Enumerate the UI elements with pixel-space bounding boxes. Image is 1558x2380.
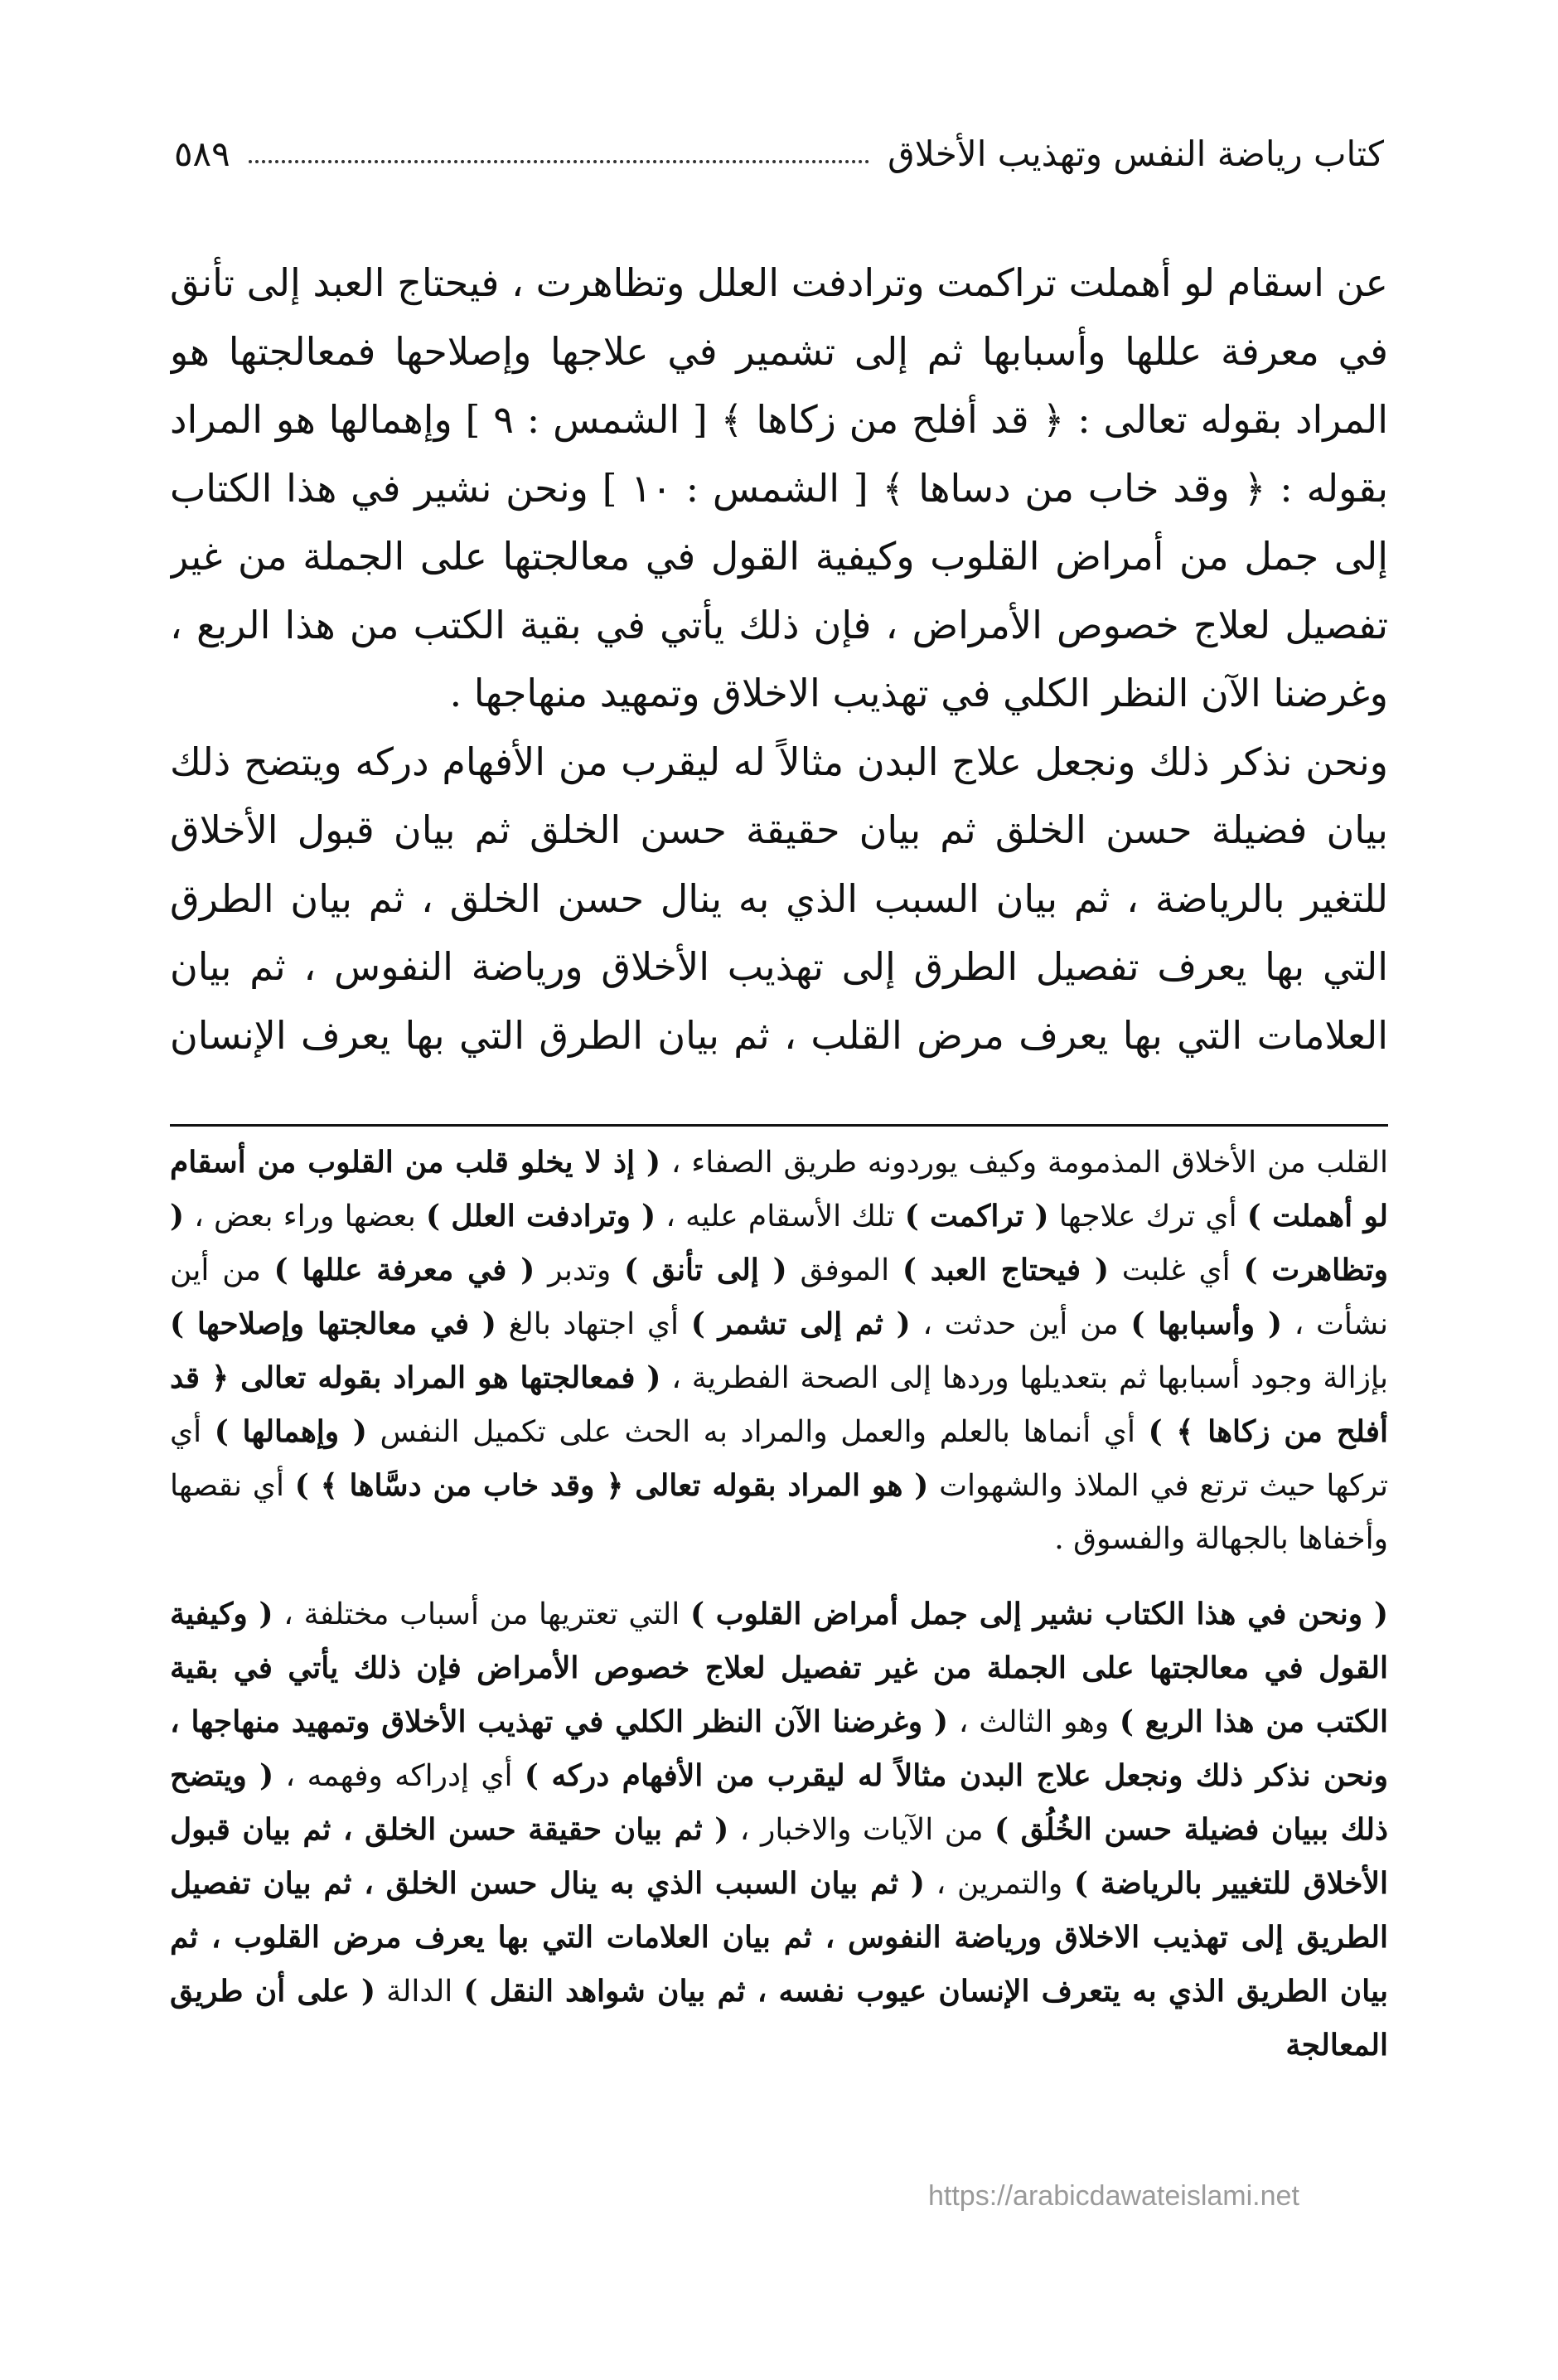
commentary-gloss: تلك الأسقام عليه ،: [656, 1200, 905, 1234]
commentary-quote: ( ويتضح ذلك ببيان فضيلة حسن الخُلُق ): [170, 1758, 1388, 1847]
commentary-quote: ( تراكمت ): [904, 1199, 1049, 1234]
commentary-quote: ( على أن طريق المعالجة: [170, 1974, 1388, 2063]
commentary-gloss: وهو الثالث ،: [948, 1705, 1120, 1739]
commentary-gloss: بإزالة وجود أسبابها ثم بتعديلها وردها إلى الصحة الفطرية ،: [660, 1361, 1388, 1395]
commentary-gloss: أي تركها حيث ترتع في الملاذ والشهوات: [170, 1415, 1388, 1503]
commentary-quote: ( هو المراد بقوله تعالى ﴿ وقد خاب من دسَّاها ﴾ ): [294, 1468, 929, 1503]
commentary-gloss: أي اجتهاد بالغ: [496, 1307, 691, 1341]
page-number: ٥٨٩: [174, 133, 230, 174]
commentary-quote: ( إلى تأنق ): [624, 1253, 787, 1287]
running-header: [174, 124, 1384, 182]
commentary-quote: ( ثم إلى تشمر ): [690, 1306, 911, 1341]
main-paragraph-2: ونحن نذكر ذلك ونجعل علاج البدن مثالاً له ليقرب من الأفهام دركه ويتضح ذلك بيان فضيلة حسن الخلق ثم بيان حقيقة حسن الخلق ثم بيان قبول الأخلاق للتغير بالرياضة ، ثم بيان السبب الذي به ينال حسن الخلق ، ثم بيان الطرق التي بها يعرف تفصيل الطرق إلى تهذيب الأخلاق ورياضة النفوس ، ثم بيان العلامات التي بها يعرف مرض القلب ، ثم بيان الطرق التي بها يعرف الإنسان: [170, 739, 1388, 1058]
commentary-gloss: الدالة: [375, 1975, 464, 2009]
footnote-separator: [170, 1124, 1388, 1127]
commentary-quote: ( في معالجتها وإصلاحها ): [170, 1306, 496, 1341]
commentary-gloss: أي غلبت: [1109, 1253, 1244, 1287]
commentary-quote: ( إذ لا يخلو قلب من القلوب من أسقام لو أهملت ): [170, 1145, 1388, 1234]
commentary-paragraph-1: [170, 1136, 1388, 1566]
commentary-gloss: أي إدراكه وفهمه ،: [273, 1759, 525, 1793]
commentary-quote: ( فمعالجتها هو المراد بقوله تعالى ﴿ قد أفلح من زكاها ﴾ ): [170, 1360, 1388, 1449]
commentary-quote: ( ونحن في هذا الكتاب نشير إلى جمل أمراض القلوب ): [689, 1597, 1388, 1631]
main-paragraph-1: عن اسقام لو أهملت تراكمت وترادفت العلل وتظاهرت ، فيحتاج العبد إلى تأنق في معرفة عللها وأسبابها ثم إلى تشمير في علاجها وإصلاحها فمعالجتها هو المراد بقوله تعالى : ﴿ قد أفلح من زكاها ﴾ [ الشمس : ٩ ] وإهمالها هو المراد بقوله : ﴿ وقد خاب من دساها ﴾ [ الشمس : ١٠ ] ونحن نشير في هذا الكتاب إلى جمل من أمراض القلوب وكيفية القول في معالجتها على الجملة من غير تفصيل لعلاج خصوص الأمراض ، فإن ذلك يأتي في بقية الكتب من هذا الربع ، وغرضنا الآن النظر الكلي في تهذيب الاخلاق وتمهيد منهاجها .: [170, 260, 1388, 715]
commentary-gloss: من أين حدثت ،: [910, 1307, 1131, 1341]
commentary-gloss: الموفق: [786, 1253, 902, 1287]
book-title: كتاب رياضة النفس وتهذيب الأخلاق: [888, 133, 1384, 174]
commentary-quote: ( وكيفية القول في معالجتها على الجملة من غير تفصيل لعلاج خصوص الأمراض فإن ذلك يأتي في بقية الكتب من هذا الربع ): [170, 1597, 1388, 1739]
commentary-quote: ( فيحتاج العبد ): [902, 1253, 1109, 1287]
commentary-gloss: وتدبر: [535, 1253, 625, 1287]
watermark-url: https://arabicdawateislami.net: [928, 2180, 1299, 2212]
commentary-quote: ( وترادفت العلل ): [425, 1199, 656, 1234]
commentary-quote: ( ثم بيان حقيقة حسن الخلق ، ثم بيان قبول الأخلاق للتغيير بالرياضة ): [170, 1812, 1388, 1901]
commentary-gloss: القلب من الأخلاق المذمومة وكيف يوردونه طريق الصفاء ،: [660, 1146, 1388, 1180]
commentary-quote: ( وتظاهرت ): [170, 1199, 1388, 1287]
commentary-gloss: من أين نشأت ،: [170, 1253, 1388, 1341]
commentary-gloss: بعضها وراء بعض ،: [184, 1200, 426, 1234]
commentary-gloss: أي ترك علاجها: [1048, 1200, 1247, 1234]
commentary-gloss: أي أنماها بالعلم والعمل والمراد به الحث على تكميل النفس: [366, 1415, 1149, 1449]
commentary-quote: ( وإهمالها ): [214, 1414, 367, 1449]
commentary-quote: ( وأسبابها ): [1130, 1306, 1282, 1341]
commentary-gloss: أي نقصها وأخفاها بالجهالة والفسوق .: [170, 1469, 1388, 1556]
commentary-quote: ( وغرضنا الآن النظر الكلي في تهذيب الأخلاق وتمهيد منهاجها ، ونحن نذكر ذلك ونجعل علاج البدن مثالاً له ليقرب من الأفهام دركه ): [170, 1704, 1388, 1793]
header-dot-leader: [249, 160, 869, 163]
commentary-quote: ( في معرفة عللها ): [273, 1253, 535, 1287]
commentary-paragraph-2: [170, 1587, 1388, 2072]
commentary-gloss: التي تعتريها من أسباب مختلفة ،: [273, 1597, 690, 1631]
commentary-gloss: من الآيات والاخبار ،: [728, 1813, 994, 1847]
main-text: [170, 249, 1388, 1069]
commentary-gloss: والتمرين ،: [924, 1867, 1074, 1901]
commentary-quote: ( ثم بيان السبب الذي به ينال حسن الخلق ، ثم بيان تفصيل الطريق إلى تهذيب الاخلاق ورياضة النفوس ، ثم بيان العلامات التي بها يعرف مرض القلوب ، ثم بيان الطريق الذي به يتعرف الإنسان عيوب نفسه ، ثم بيان شواهد النقل ): [170, 1866, 1388, 2009]
commentary: [170, 1136, 1388, 2213]
